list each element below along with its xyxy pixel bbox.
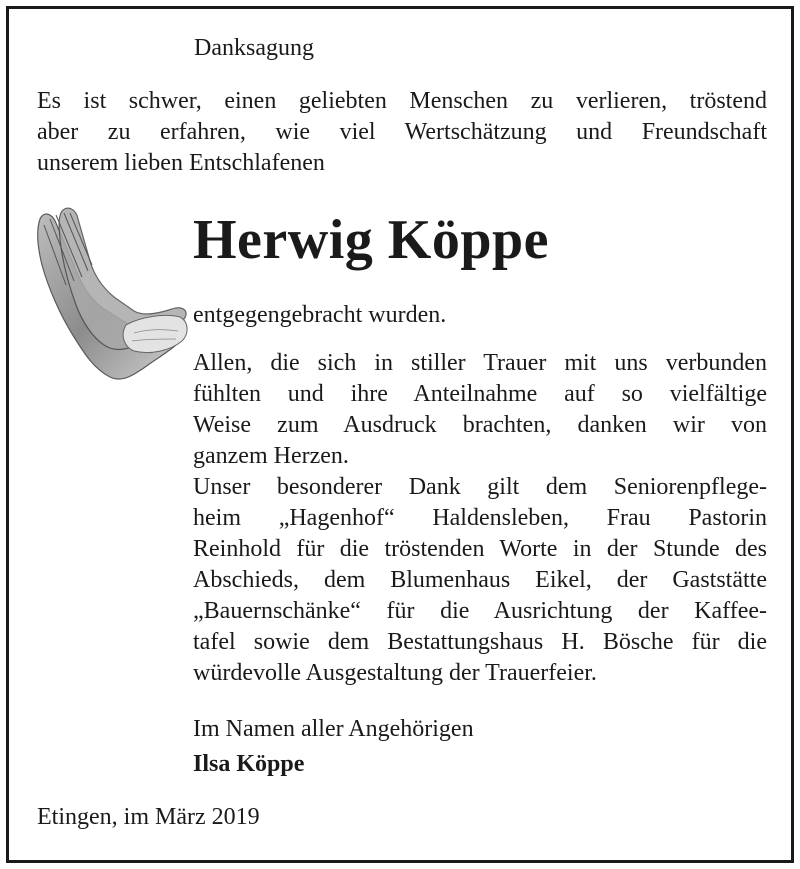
body-paragraph [193, 348, 767, 689]
praying-hands-icon [30, 205, 195, 390]
deceased-name: Herwig Köppe [193, 209, 549, 271]
body-line: Allen, die sich in stiller Trauer mit uns verbunden [193, 350, 767, 376]
body-line: Abschieds, dem Blumenhaus Eikel, der Gaststätte [193, 567, 767, 593]
place-date: Etingen, im März 2019 [37, 804, 260, 830]
body-line: tafel sowie dem Bestattungshaus H. Bösche für die [193, 629, 767, 655]
signer-name: Ilsa Köppe [193, 751, 305, 777]
body-line: Reinhold für die tröstenden Worte in der Stunde des [193, 536, 767, 562]
body-line: „Bauernschänke“ für die Ausrichtung der Kaffee- [193, 598, 767, 624]
body-line: Weise zum Ausdruck brachten, danken wir von [193, 412, 767, 438]
body-line: fühlten und ihre Anteilnahme auf so vielfältige [193, 381, 767, 407]
body-line: würdevolle Ausgestaltung der Trauerfeier. [193, 660, 597, 686]
body-line: heim „Hagenhof“ Haldensleben, Frau Pastorin [193, 505, 767, 531]
intro-paragraph [37, 86, 767, 179]
intro-line: unserem lieben Entschlafenen [37, 150, 325, 176]
body-line: Unser besonderer Dank gilt dem Seniorenpflege- [193, 474, 767, 500]
after-name-text: entgegengebracht wurden. [193, 302, 447, 328]
intro-line: aber zu erfahren, wie viel Wertschätzung und Freundschaft [37, 119, 767, 145]
intro-line: Es ist schwer, einen geliebten Menschen zu verlieren, tröstend [37, 88, 767, 114]
sign-line: Im Namen aller Angehörigen [193, 716, 474, 742]
notice-heading: Danksagung [194, 35, 314, 61]
body-line: ganzem Herzen. [193, 443, 349, 469]
